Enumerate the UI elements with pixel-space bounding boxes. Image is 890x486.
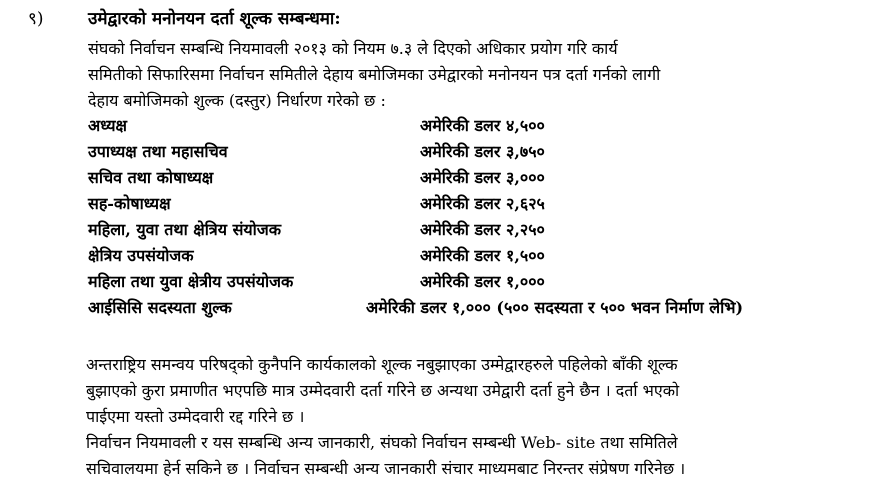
fee-amount: अमेरिकी डलर २,२५०: [420, 220, 545, 239]
note-line: अन्तराष्ट्रिय समन्वय परिषद्को कुनैपनि कार्यकालको शूल्क नबुझाएका उम्मेद्वारहरुले पहिलेको बाँकी शूल्क: [86, 355, 678, 374]
fee-amount: अमेरिकी डलर १,००० (५०० सदस्यता र ५०० भवन निर्माण लेभि): [366, 298, 744, 317]
fee-position: सह-कोषाध्यक्ष: [88, 194, 171, 213]
fee-amount: अमेरिकी डलर १,०००: [420, 272, 545, 291]
fee-amount: अमेरिकी डलर ३,७५०: [420, 142, 545, 161]
intro-line: समितीको सिफारिसमा निर्वाचन समितीले देहाय बमोजिमका उमेद्वारको मनोनयन पत्र दर्ता गर्नको लागी: [88, 65, 661, 84]
fee-row: [88, 243, 868, 269]
note-line: निर्वाचन नियमावली र यस सम्बन्धि अन्य जानकारी, संघको निर्वाचन सम्बन्धी Web- site तथा समितिले: [86, 433, 678, 452]
fee-row: [88, 139, 868, 165]
fee-row: [88, 269, 868, 295]
section-number: ९): [28, 9, 44, 29]
fee-row: [88, 165, 868, 191]
intro-line: संघको निर्वाचन सम्बन्धि नियमावली २०१३ को नियम ७.३ ले दिएको अधिकार प्रयोग गरि कार्य: [88, 39, 618, 58]
fee-position: सचिव तथा कोषाध्यक्ष: [88, 168, 214, 187]
fee-row: [88, 217, 868, 243]
fee-amount: अमेरिकी डलर ४,५००: [420, 116, 545, 135]
fee-position: महिला तथा युवा क्षेत्रीय उपसंयोजक: [88, 272, 294, 291]
fee-position: अध्यक्ष: [88, 116, 127, 135]
fee-list: [88, 113, 868, 321]
fee-amount: अमेरिकी डलर ३,०००: [420, 168, 545, 187]
info-note-paragraph: [86, 430, 846, 482]
fee-amount: अमेरिकी डलर १,५००: [420, 246, 545, 265]
fee-position: महिला, युवा तथा क्षेत्रिय संयोजक: [88, 220, 281, 239]
intro-line: देहाय बमोजिमको शुल्क (दस्तुर) निर्धारण गरेको छ :: [88, 91, 386, 110]
note-line: सचिवालयमा हेर्न सकिने छ । निर्वाचन सम्बन्धी अन्य जानकारी संचार माध्यमबाट निरन्तर संप्रेषण गरिनेछ ।: [86, 459, 686, 478]
dues-note-paragraph: [86, 352, 846, 430]
intro-paragraph: [88, 36, 858, 114]
fee-row: [88, 113, 868, 139]
fee-position: उपाध्यक्ष तथा महासचिव: [88, 142, 228, 161]
note-line: पाईएमा यस्तो उम्मेदवारी रद्द गरिने छ ।: [86, 407, 305, 426]
fee-amount: अमेरिकी डलर २,६२५: [420, 194, 545, 213]
section-title: उमेद्वारको मनोनयन दर्ता शूल्क सम्बन्धमा:: [88, 9, 341, 29]
fee-row: [88, 295, 868, 321]
fee-position: आईसिसि सदस्यता शुल्क: [88, 298, 232, 317]
note-line: बुझाएको कुरा प्रमाणीत भएपछि मात्र उम्मेदवारी दर्ता गरिने छ अन्यथा उमेद्वारी दर्ता हुने छैन । दर्ता भएको: [86, 381, 680, 400]
fee-row: [88, 191, 868, 217]
fee-position: क्षेत्रिय उपसंयोजक: [88, 246, 194, 265]
